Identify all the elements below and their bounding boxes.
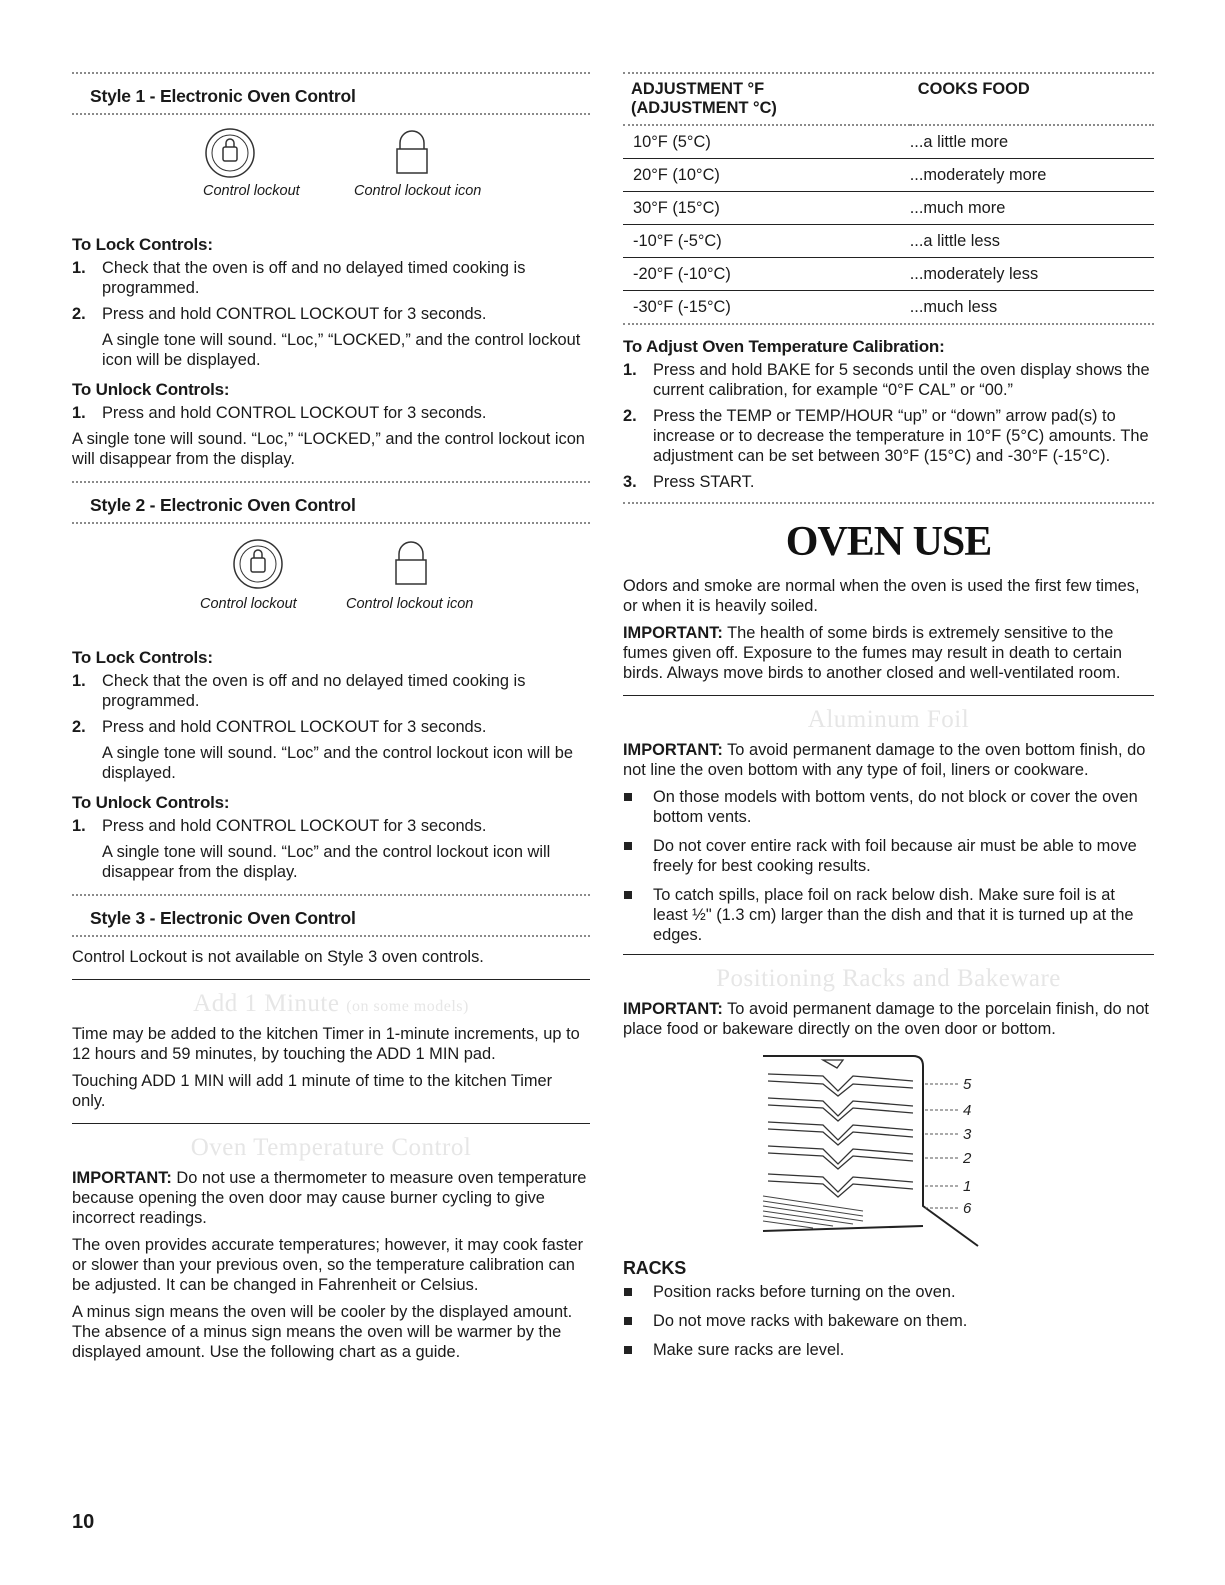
lock-controls-heading: To Lock Controls:: [72, 235, 213, 254]
caption-control-lockout-icon: Control lockout icon: [354, 183, 482, 199]
unlock-steps: [72, 816, 590, 836]
unlock-controls-heading: To Unlock Controls:: [72, 380, 230, 399]
positioning-racks-heading: Positioning Racks and Bakeware: [716, 965, 1061, 992]
dotted-divider: [72, 935, 590, 937]
list-item: 2. Press and hold CONTROL LOCKOUT for 3 seconds.: [72, 305, 487, 323]
caption-control-lockout-icon: Control lockout icon: [346, 596, 474, 612]
table-row: -10°F (-5°C) ...a little less: [623, 225, 1154, 258]
table-row: 10°F (5°C) ...a little more: [623, 125, 1154, 159]
oven-use-title: OVEN USE: [785, 519, 992, 565]
list-item: 1. Press and hold CONTROL LOCKOUT for 3 seconds.: [72, 817, 487, 835]
list-item: Position racks before turning on the oven.: [623, 1282, 1154, 1302]
oven-rack-diagram: [753, 1046, 983, 1256]
right-column: [623, 72, 1154, 1369]
lock-note: A single tone will sound. “Loc,” “LOCKED,” and the control lockout icon will be displayed.: [102, 331, 581, 369]
racks-important: IMPORTANT: To avoid permanent damage to the porcelain finish, do not place food or bakeware directly on the oven door or bottom.: [623, 1000, 1149, 1038]
padlock-icon: [394, 540, 428, 586]
foil-bullets: [623, 787, 1154, 945]
page-number: 10: [72, 1511, 95, 1533]
list-item: 1. Check that the oven is off and no delayed timed cooking is programmed.: [72, 259, 526, 297]
control-lockout-icon: [202, 125, 258, 181]
caption-control-lockout: Control lockout: [203, 183, 300, 199]
aluminum-foil-heading: Aluminum Foil: [807, 706, 970, 733]
rack-label-3: 3: [963, 1126, 972, 1143]
table-row: 30°F (15°C) ...much more: [623, 192, 1154, 225]
left-column: [72, 72, 590, 1369]
lock-steps: [72, 671, 590, 737]
lock-steps: [72, 258, 590, 324]
calibration-table: [623, 74, 1154, 323]
racks-heading: RACKS: [623, 1258, 687, 1278]
add-minute-text-2: Touching ADD 1 MIN will add 1 minute of time to the kitchen Timer only.: [72, 1072, 553, 1110]
table-header-adjustment: ADJUSTMENT °F (ADJUSTMENT °C): [631, 80, 777, 117]
padlock-icon: [395, 129, 429, 175]
list-item: 2. Press and hold CONTROL LOCKOUT for 3 seconds.: [72, 718, 487, 736]
dotted-divider: [623, 323, 1154, 325]
style2-icon-row: [72, 524, 590, 634]
control-lockout-icon: [230, 536, 286, 592]
calibration-steps: [623, 360, 1154, 492]
list-item: 1. Press and hold BAKE for 5 seconds until the oven display shows the current calibration, for example “0°F CAL” or “00.”: [623, 361, 1150, 399]
rack-label-2: 2: [963, 1150, 972, 1167]
style3-heading: Style 3 - Electronic Oven Control: [90, 908, 356, 928]
oven-use-text-1: Odors and smoke are normal when the oven is used the first few times, or when it is heavily soiled.: [623, 577, 1140, 615]
table-header-cooks-food: COOKS FOOD: [917, 80, 1030, 98]
lock-note: A single tone will sound. “Loc” and the control lockout icon will be displayed.: [102, 744, 574, 782]
list-item: Do not cover entire rack with foil because air must be able to move freely for best cooking results.: [623, 836, 1154, 876]
list-item: Do not move racks with bakeware on them.: [623, 1311, 1154, 1331]
oven-use-important: IMPORTANT: The health of some birds is extremely sensitive to the fumes given off. Exposure to the fumes may result in death to certain birds. Always move birds to another closed and well-ventilated room.: [623, 624, 1122, 682]
unlock-note: A single tone will sound. “Loc,” “LOCKED,” and the control lockout icon will disappear from the display.: [72, 430, 585, 468]
table-row: -20°F (-10°C) ...moderately less: [623, 258, 1154, 291]
unlock-steps: [72, 403, 590, 423]
list-item: 1. Check that the oven is off and no delayed timed cooking is programmed.: [72, 672, 526, 710]
rack-label-4: 4: [963, 1102, 972, 1119]
section-rule: [72, 979, 590, 980]
foil-important: IMPORTANT: To avoid permanent damage to the oven bottom finish, do not line the oven bottom with any type of foil, liners or cookware.: [623, 741, 1146, 779]
unlock-controls-heading: To Unlock Controls:: [72, 793, 230, 812]
list-item: On those models with bottom vents, do not block or cover the oven bottom vents.: [623, 787, 1154, 827]
list-item: To catch spills, place foil on rack below dish. Make sure foil is at least ½" (1.3 cm) larger than the dish and that it is turned up at the edges.: [623, 885, 1154, 945]
caption-control-lockout: Control lockout: [200, 596, 297, 612]
dotted-divider: [623, 502, 1154, 504]
unlock-note: A single tone will sound. “Loc” and the control lockout icon will disappear from the display.: [102, 843, 551, 881]
add-minute-text-1: Time may be added to the kitchen Timer in 1-minute increments, up to 12 hours and 59 minutes, by touching the ADD 1 MIN pad.: [72, 1025, 580, 1063]
oven-temp-text-3: A minus sign means the oven will be cooler by the displayed amount. The absence of a minus sign means the oven will be warmer by the displayed amount. Use the following chart as a guide.: [72, 1303, 573, 1361]
style1-icon-row: [72, 115, 590, 225]
table-row: -30°F (-15°C) ...much less: [633, 298, 998, 316]
oven-temp-important: IMPORTANT: Do not use a thermometer to measure oven temperature because opening the oven door may cause burner cycling to give incorrect readings.: [72, 1169, 587, 1227]
calibration-heading: To Adjust Oven Temperature Calibration:: [623, 337, 945, 356]
list-item: 2. Press the TEMP or TEMP/HOUR “up” or “down” arrow pad(s) to increase or to decrease the temperature in 10°F (5°C) amounts. The adjustment can be set between 30°F (15°C) and -30°F (-15°C).: [623, 407, 1149, 465]
rack-position-diagram: [623, 1046, 1154, 1256]
section-rule: [623, 695, 1154, 696]
oven-temp-heading: Oven Temperature Control: [190, 1134, 472, 1161]
rack-label-5: 5: [963, 1076, 972, 1093]
list-item: 3. Press START.: [623, 473, 755, 491]
racks-bullets: [623, 1282, 1154, 1360]
table-row: 20°F (10°C) ...moderately more: [623, 159, 1154, 192]
lock-controls-heading: To Lock Controls:: [72, 648, 213, 667]
section-rule: [72, 1123, 590, 1124]
style1-heading: Style 1 - Electronic Oven Control: [90, 86, 356, 106]
rack-label-6: 6: [963, 1200, 972, 1217]
style2-heading: Style 2 - Electronic Oven Control: [90, 495, 356, 515]
list-item: 1. Press and hold CONTROL LOCKOUT for 3 seconds.: [72, 404, 487, 422]
add-minute-heading: Add 1 Minute (on some models): [193, 990, 469, 1017]
rack-label-1: 1: [963, 1178, 972, 1195]
table-header-row: [623, 74, 1154, 124]
oven-temp-text-2: The oven provides accurate temperatures; however, it may cook faster or slower than your previous oven, so the temperature calibration can be adjusted. It can be changed in Fahrenheit or Celsius.: [72, 1236, 584, 1294]
list-item: Make sure racks are level.: [623, 1340, 1154, 1360]
section-rule: [623, 954, 1154, 955]
style3-text: Control Lockout is not available on Style 3 oven controls.: [72, 948, 484, 966]
